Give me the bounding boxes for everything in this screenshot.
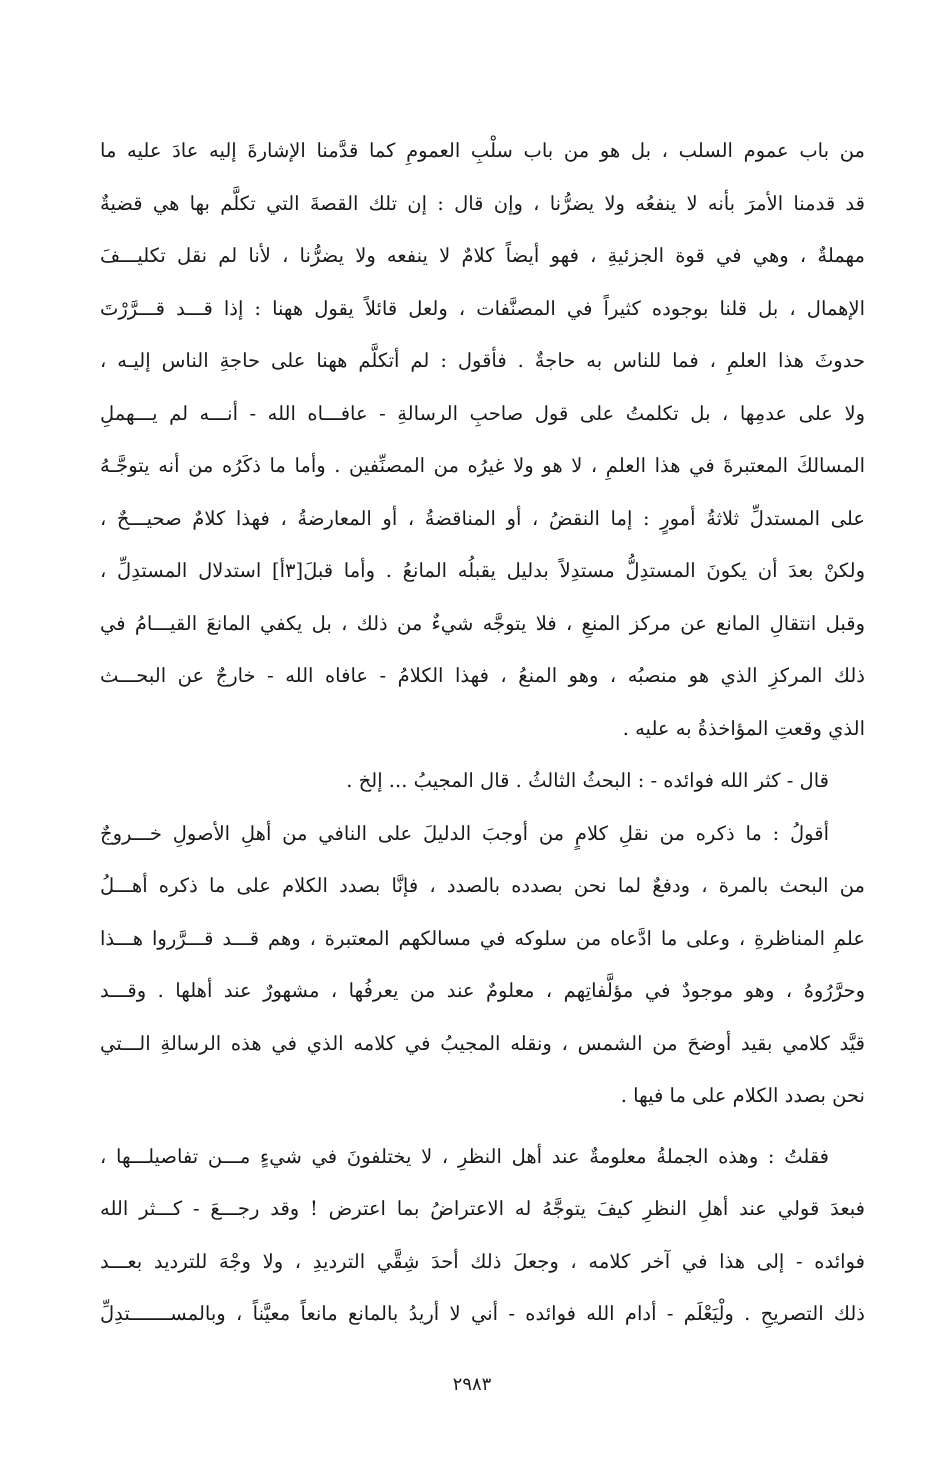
- text-line: قال - كثر الله فوائده - : البحثُ الثالثُ . قال المجيبُ ... إلخ .: [346, 769, 829, 792]
- text-line: فبعدَ قولي عند أهلِ النظرِ كيفَ يتوجَّهُ له الاعتراضُ بما اعترض ! وقد رجـــعَ - كـــثر الله: [100, 1197, 865, 1220]
- text-line: أقولُ : ما ذكره من نقلِ كلامٍ من أوجبَ الدليلَ على النافي من أهلِ الأصولِ خـــروجٌ: [100, 821, 829, 845]
- text-line: نحن بصدد الكلام على ما فيها .: [620, 1084, 865, 1107]
- text-line: قد قدمنا الأمرَ بأنه لا ينفعُه ولا يضرُّنا ، وإن قال : إن تلك القصةَ التي تكلَّم بها هي قضيةٌ: [100, 191, 865, 215]
- text-line: من البحث بالمرة ، ودفعٌ لما نحن بصدده بالصدد ، فإنَّا بصدد الكلام على ما ذكره أهـــلُ: [100, 874, 865, 897]
- paragraph-3: [100, 808, 865, 1123]
- text-line: وحرَّرُوهُ ، وهو موجودٌ في مؤلَّفاتِهم ، معلومٌ عند من يعرفُها ، مشهورٌ عند أهلها . وقـــد: [100, 979, 865, 1002]
- paragraph-4: [100, 1131, 865, 1341]
- text-line: وقبل انتقالِ المانع عن مركز المنعِ ، فلا يتوجَّه شيءٌ من ذلك ، بل يكفي المانعَ القيـــامُ في: [100, 611, 865, 635]
- text-line: على المستدلِّ ثلاثةُ أمورٍ : إما النقضُ ، أو المناقضةُ ، أو المعارضةُ ، فهذا كلامٌ صحيـــحٌ ،: [100, 506, 865, 530]
- text-line: ذلك التصريحِ . ولْيَعْلَم - أدام الله فوائده - أني لا أريدُ بالمانع مانعاً معيَّناً ، وبالمســـــــتدِلِّ: [100, 1302, 865, 1325]
- paragraph-1: [100, 125, 865, 755]
- text-line: قيَّد كلامي بقيد أوضحَ من الشمس ، ونقله المجيبُ في كلامه الذي في هذه الرسالةِ الـــتي: [100, 1031, 865, 1055]
- text-line: ذلك المركزِ الذي هو منصبُه ، وهو المنعُ ، فهذا الكلامُ - عافاه الله - خارجٌ عن البحـــث: [100, 664, 865, 687]
- text-line: فقلتُ : وهذه الجملةُ معلومةٌ عند أهل النظرِ ، لا يختلفونَ في شيءٍ مـــن تفاصيلـــها ،: [100, 1144, 829, 1168]
- text-line: الذي وقعتِ المؤاخذةُ به عليه .: [622, 716, 865, 740]
- page-number: ٢٩٨٣: [452, 1374, 492, 1395]
- text-line: الإهمال ، بل قلنا بوجوده كثيراً في المصنَّفات ، ولعل قائلاً يقول ههنا : إذا قـــد قـــرَّرْتَ: [100, 296, 865, 320]
- text-line: المسالكَ المعتبرةَ في هذا العلمِ ، لا هو ولا غيرُه من المصنِّفين . وأما ما ذكَرُه من أنه يتوجَّـهُ: [100, 454, 865, 477]
- text-line: من باب عموم السلب ، بل هو من باب سلْبِ العمومِ كما قدَّمنا الإشارةَ إليه عادَ عليه ما: [100, 139, 865, 162]
- text-line: مهملةٌ ، وهي في قوة الجزئيةِ ، فهو أيضاً كلامٌ لا ينفعه ولا يضرُّنا ، لأنا لم نقل تكليـــفَ: [100, 244, 865, 267]
- text-line: فوائده - إلى هذا في آخر كلامه ، وجعلَ ذلك أحدَ شِقَّي الترديدِ ، ولا وجْهَ للترديد بعـــد: [100, 1249, 865, 1273]
- text-line: علمِ المناظرةِ ، وعلى ما ادَّعاه من سلوكه في مسالكهم المعتبرة ، وهم قـــد قـــرَّروا هـــذا: [100, 926, 865, 950]
- page-body: [100, 125, 865, 1341]
- paragraph-2: [100, 755, 865, 808]
- text-line: حدوثَ هذا العلمِ ، فما للناس به حاجةٌ . فأقول : لم أتكلَّم ههنا على حاجةِ الناس إليـه ،: [100, 349, 865, 372]
- text-line: ولا على عدمِها ، بل تكلمتُ على قول صاحبِ الرسالةِ - عافـــاه الله - أنـــه لم يـــهملِ: [100, 401, 865, 425]
- text-line: ولكنْ بعدَ أن يكونَ المستدِلُّ مستدِلاً بدليل يقبلُه المانعُ . وأما قبلَ[٣أ] استدلال المستدِلِّ ،: [100, 559, 865, 582]
